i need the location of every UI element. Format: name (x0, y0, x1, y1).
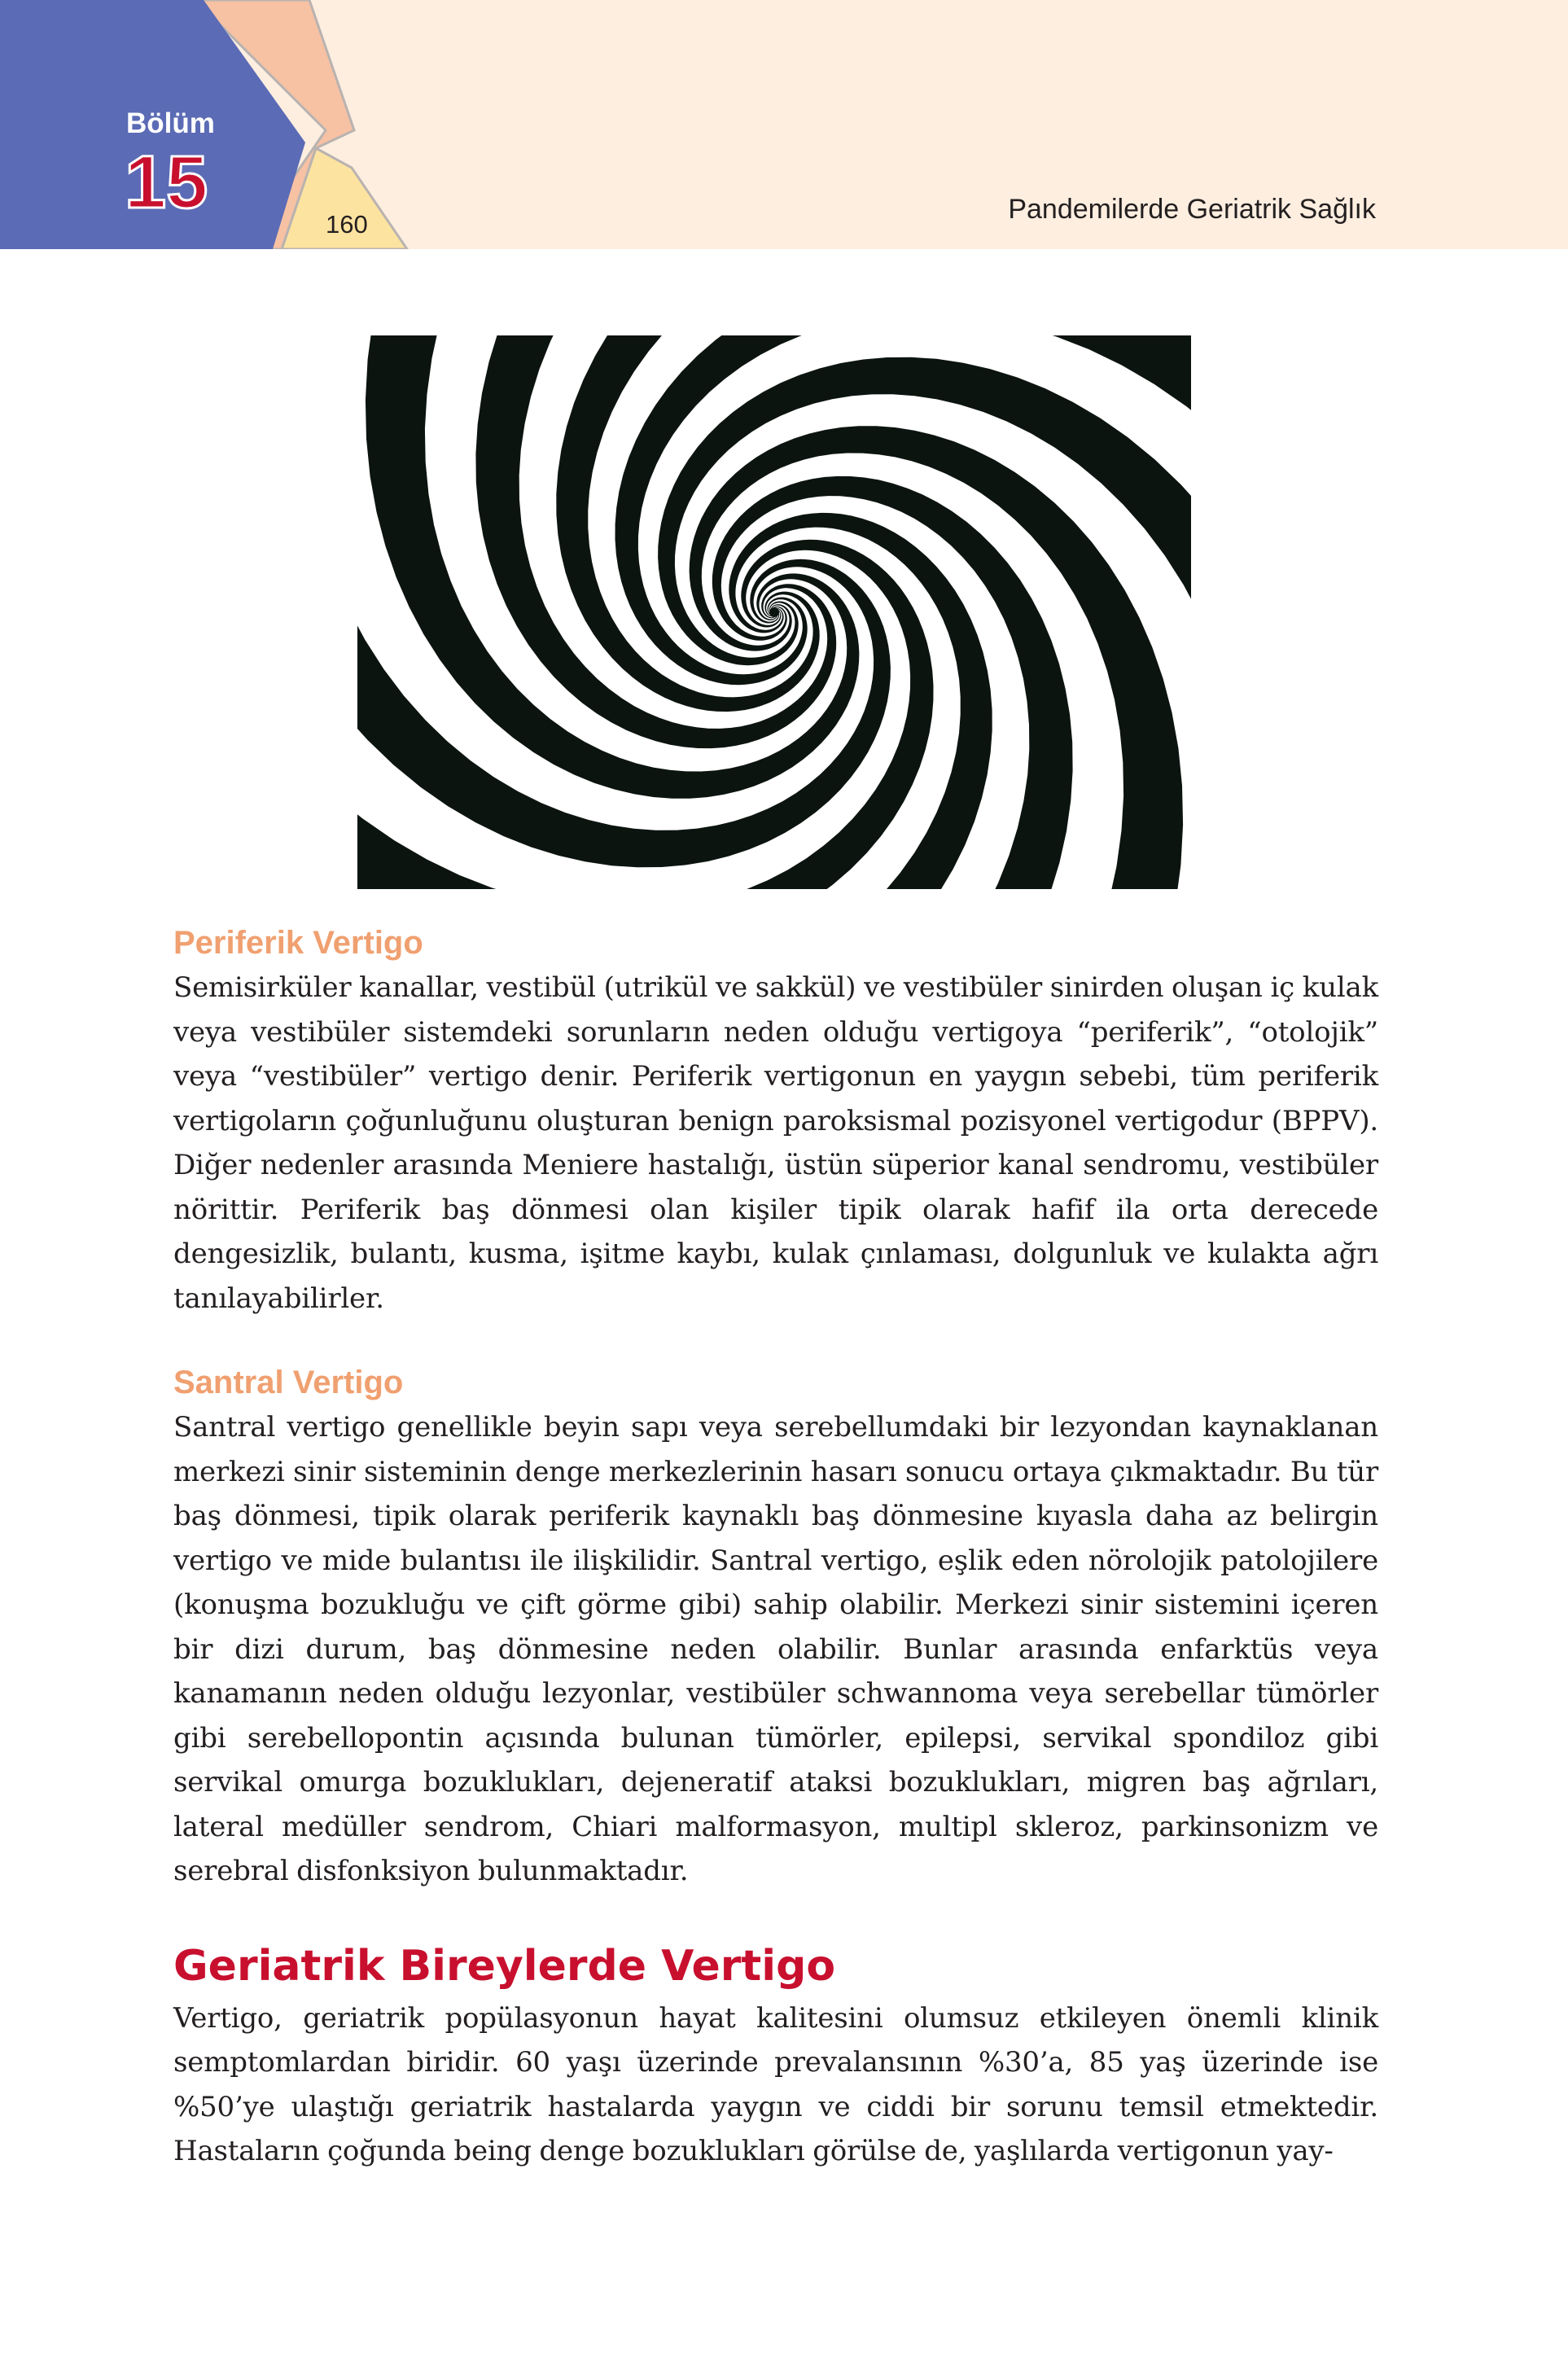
page-header (0, 0, 1568, 249)
chapter-tab-graphic (0, 0, 456, 249)
section-body-santral: Santral vertigo genellikle beyin sapı veya serebellumdaki bir lezyondan kaynaklanan merkezi sinir sisteminin denge merkezlerinin hasarı sonucu ortaya çıkmaktadır. Bu tür baş dönmesi, tipik olarak periferik kaynaklı baş dönmesine kıyasla daha az belirgin vertigo ve mide bulantısı ile ilişkilidir. Santral vertigo, eşlik eden nörolojik patolojilere (konuşma bozukluğu ve çift görme gibi) sahip olabilir. Merkezi sinir sistemini içeren bir dizi durum, baş dönmesine neden olabilir. Bunlar arasında enfarktüs veya kanamanın neden olduğu lezyonlar, vestibüler schwannoma veya serebellar tümörler gibi serebellopontin açısında bulunan tümörler, epilepsi, servikal spondiloz gibi servikal omurga bozuklukları, dejeneratif ataksi bozuklukları, migren baş ağrıları, lateral medüller sendrom, Chiari malformasyon, multipl skleroz, parkinsonizm ve serebral disfonksiyon bulunmaktadır. (173, 1411, 1378, 1887)
spiral-illusion-image (357, 335, 1191, 889)
section-body-geriatrik: Vertigo, geriatrik popülasyonun hayat kalitesini olumsuz etkileyen önemli klinik semptomlardan biridir. 60 yaşı üzerinde prevalansının %30’a, 85 yaş üzerinde ise %50’ye ulaştığı geriatrik hastalarda yaygın ve ciddi bir sorunu temsil etmektedir. Hastaların çoğunda being denge bozuklukları görülse de, yaşlılarda vertigonun yay- (173, 2001, 1378, 2167)
chapter-number: 15 (125, 141, 208, 224)
running-head: Pandemilerde Geriatrik Sağlık (1008, 194, 1376, 225)
section-body-periferik: Semisirküler kanallar, vestibül (utrikül ve sakkül) ve vestibüler sinirden oluşan iç kulak veya vestibüler sistemdeki sorunların neden olduğu vertigoya “periferik”, “otolojik” veya “vestibüler” vertigo denir. Periferik vertigonun en yaygın sebebi, tüm periferik vertigoların çoğunluğunu oluşturan benign paroksismal pozisyonel vertigodur (BPPV). Diğer nedenler arasında Meniere hastalığı, üstün süperior kanal sendromu, vestibüler nörittir. Periferik baş dönmesi olan kişiler tipik olarak hafif ila orta derecede dengesizlik, bulantı, kusma, işitme kaybı, kulak çınlaması, dolgunluk ve kulakta ağrı tanılayabilirler. (173, 971, 1378, 1315)
main-text (173, 920, 1378, 2174)
section-heading-geriatrik: Geriatrik Bireylerde Vertigo (173, 1941, 836, 1991)
chapter-label: Bölüm (126, 107, 215, 139)
page-number: 160 (326, 210, 368, 239)
section-heading-periferik: Periferik Vertigo (173, 925, 423, 961)
section-heading-santral: Santral Vertigo (173, 1365, 404, 1400)
